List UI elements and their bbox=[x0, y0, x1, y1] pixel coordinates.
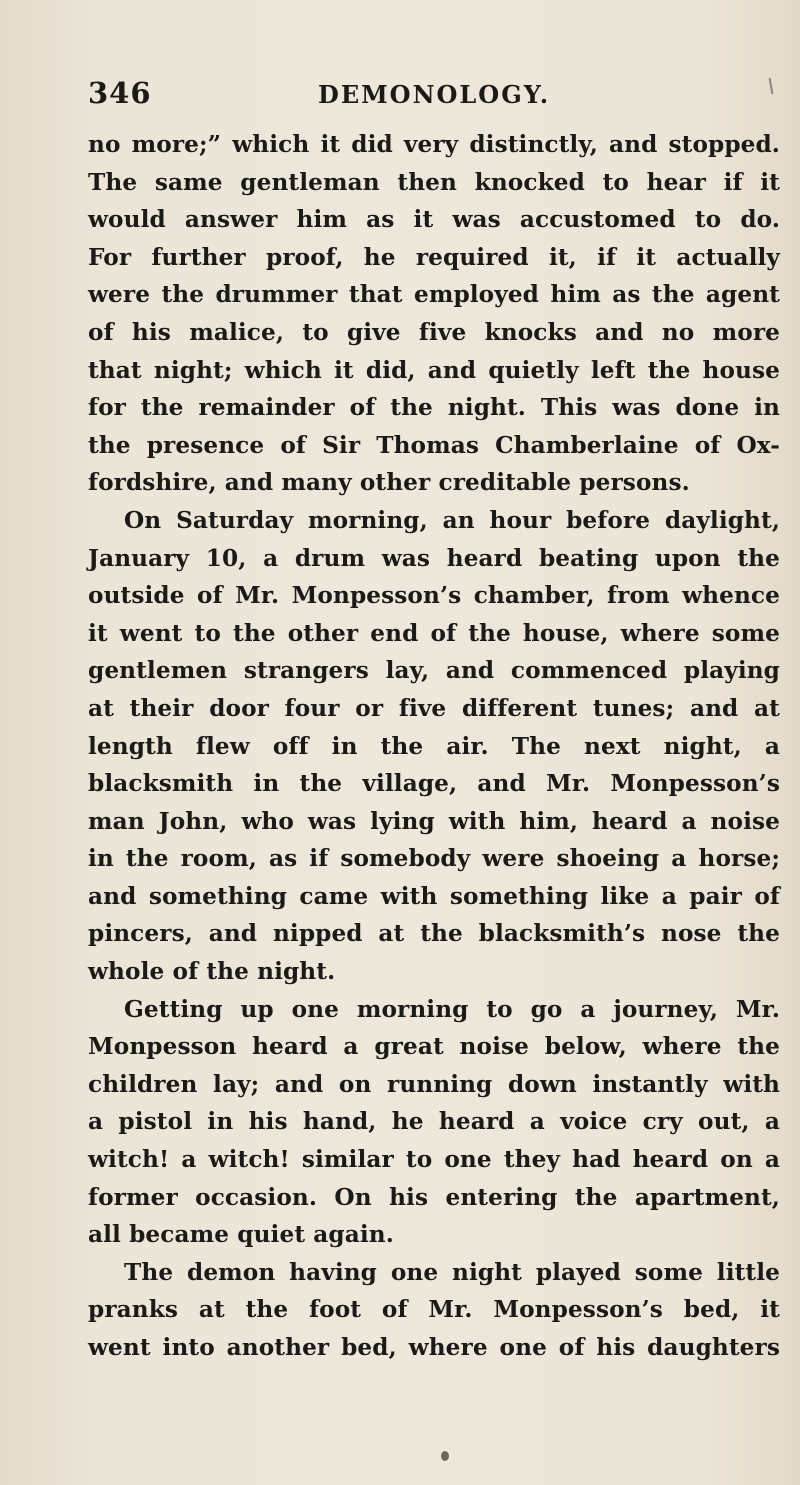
text-line: The same gentleman then knocked to hear if it bbox=[88, 168, 780, 196]
paragraph-end-line: fordshire, and many other creditable persons. bbox=[88, 469, 690, 497]
text-line: outside of Mr. Monpesson’s chamber, from whence bbox=[88, 582, 780, 610]
paragraph-end-line: whole of the night. bbox=[88, 958, 336, 986]
paragraph-start-line: On Saturday morning, an hour before daylight, bbox=[124, 506, 780, 534]
text-line: it went to the other end of the house, where some bbox=[88, 619, 780, 647]
text-line: Monpesson heard a great noise below, where the bbox=[88, 1033, 780, 1061]
text-line: and something came with something like a pair of bbox=[88, 882, 780, 910]
paragraph-end-line: all became quiet again. bbox=[88, 1221, 394, 1249]
text-line: no more;” which it did very distinctly, and stopped. bbox=[88, 131, 780, 158]
ink-smudge bbox=[441, 1451, 449, 1461]
text-line: pincers, and nipped at the blacksmith’s nose the bbox=[88, 920, 780, 948]
text-line: the presence of Sir Thomas Chamberlaine of Ox- bbox=[88, 431, 780, 459]
text-line: would answer him as it was accustomed to do. bbox=[88, 206, 780, 234]
text-line: length flew off in the air. The next night, a bbox=[88, 732, 780, 760]
text-line: witch! a witch! similar to one they had heard on a bbox=[88, 1146, 780, 1174]
paragraph-start-line: Getting up one morning to go a journey, Mr. bbox=[124, 995, 780, 1023]
text-line: for the remainder of the night. This was done in bbox=[88, 394, 780, 422]
body-text bbox=[88, 126, 780, 1367]
text-line: pranks at the foot of Mr. Monpesson’s bed, it bbox=[88, 1296, 780, 1324]
running-title: DEMONOLOGY. bbox=[318, 80, 551, 109]
text-line: January 10, a drum was heard beating upon the bbox=[88, 544, 780, 572]
text-line: in the room, as if somebody were shoeing a horse; bbox=[88, 845, 780, 873]
text-line: at their door four or five different tunes; and at bbox=[88, 694, 780, 722]
running-head bbox=[88, 76, 778, 116]
paragraph-start-line: The demon having one night played some little bbox=[124, 1258, 780, 1286]
text-line: of his malice, to give five knocks and no more bbox=[88, 318, 780, 346]
text-line: a pistol in his hand, he heard a voice cry out, a bbox=[88, 1108, 780, 1136]
text-line: man John, who was lying with him, heard a noise bbox=[88, 807, 780, 835]
page-number: 346 bbox=[88, 76, 152, 110]
text-line: children lay; and on running down instantly with bbox=[88, 1070, 780, 1098]
text-line: blacksmith in the village, and Mr. Monpesson’s bbox=[88, 770, 780, 798]
text-line: were the drummer that employed him as the agent bbox=[88, 281, 780, 309]
text-line: went into another bed, where one of his daughters bbox=[88, 1334, 780, 1361]
text-line: For further proof, he required it, if it actually bbox=[88, 243, 780, 271]
text-line: that night; which it did, and quietly left the house bbox=[88, 356, 780, 384]
text-line: gentlemen strangers lay, and commenced playing bbox=[88, 657, 780, 685]
text-line: former occasion. On his entering the apartment, bbox=[88, 1183, 780, 1211]
